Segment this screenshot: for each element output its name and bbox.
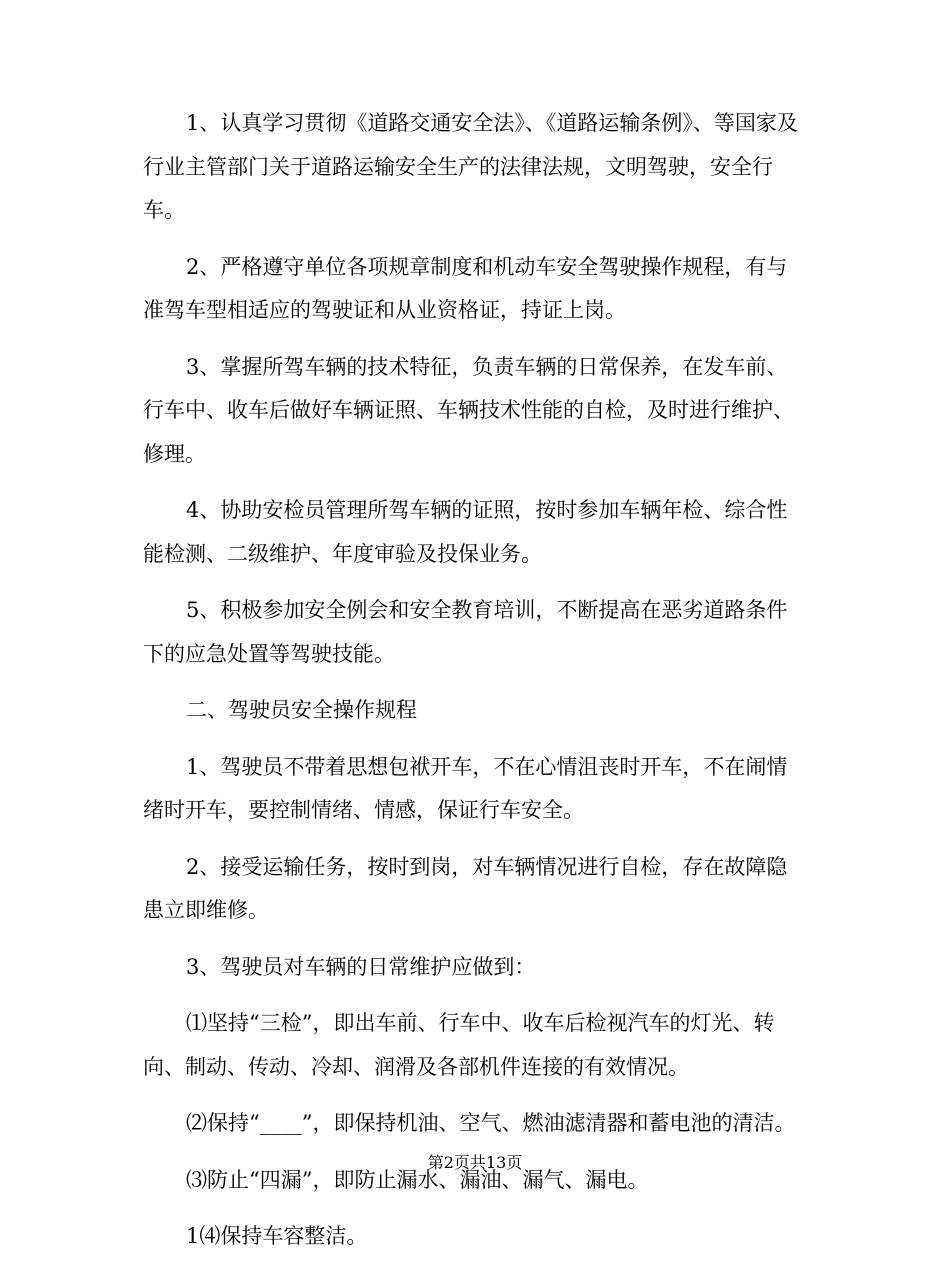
document-body	[143, 102, 805, 1272]
paragraph-responsibility-1: 1、认真学习贯彻《道路交通安全法》、《道路运输条例》、等国家及行业主管部门关于道路运输安全生产的法律法规，文明驾驶，安全行车。	[143, 111, 798, 222]
paragraph-rule-1: 1、驾驶员不带着思想包袱开车，不在心情沮丧时开车，不在闹情绪时开车，要控制情绪、情感，保证行车安全。	[143, 754, 788, 822]
paragraph-responsibility-5: 5、积极参加安全例会和安全教育培训，不断提高在恶劣道路条件下的应急处置等驾驶技能。	[143, 598, 788, 666]
paragraph-subitem-1: ⑴坚持“三检”，即出车前、行车中、收车后检视汽车的灯光、转向、制动、传动、冷却、润滑及各部机件连接的有效情况。	[143, 1011, 775, 1079]
paragraph-subitem-3: ⑶防止“四漏”，即防止漏水、漏油、漏气、漏电。	[186, 1167, 649, 1192]
page-number: 第2页共13页	[427, 1153, 523, 1172]
paragraph-rule-3: 3、驾驶员对车辆的日常维护应做到：	[186, 954, 536, 979]
paragraph-subitem-4: 1⑷保持车容整洁。	[186, 1224, 368, 1248]
paragraph-responsibility-3: 3、掌握所驾车辆的技术特征，负责车辆的日常保养，在发车前、行车中、收车后做好车辆证照、车辆技术性能的自检，及时进行维护、修理。	[143, 354, 794, 466]
paragraph-subitem-2: ⑵保持“____”，即保持机油、空气、燃油滤清器和蓄电池的清洁。	[186, 1111, 796, 1135]
paragraph-responsibility-4: 4、协助安检员管理所驾车辆的证照，按时参加车辆年检、综合性能检测、二级维护、年度审验及投保业务。	[143, 498, 788, 566]
paragraph-rule-2: 2、接受运输任务，按时到岗，对车辆情况进行自检，存在故障隐患立即维修。	[143, 854, 788, 922]
paragraph-responsibility-2: 2、严格遵守单位各项规章制度和机动车安全驾驶操作规程，有与准驾车型相适应的驾驶证和从业资格证，持证上岗。	[143, 254, 788, 322]
section-heading: 二、驾驶员安全操作规程	[186, 698, 417, 722]
